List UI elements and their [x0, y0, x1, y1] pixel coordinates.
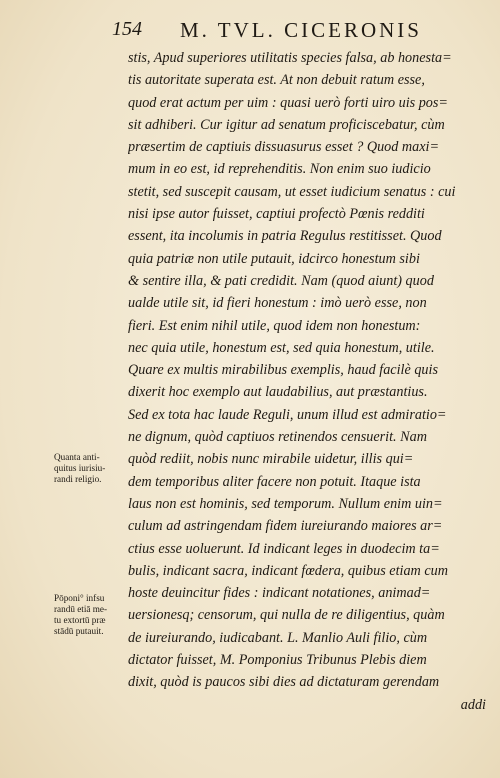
- text-line: bulis, indicant sacra, indicant fœdera, quibus etiam cum: [128, 562, 448, 579]
- text-line: dem temporibus aliter facere non potuit. Itaque ista: [128, 473, 421, 490]
- text-line: hoste deuincitur fides : indicant notationes, animad=: [128, 585, 431, 602]
- text-line: laus non est hominis, sed temporum. Nullum enim uin=: [128, 495, 443, 512]
- text-line: dixerit hoc exemplo aut laudabilius, aut præstantius.: [128, 384, 428, 401]
- margin-note-line: quitus iurisiu-: [54, 463, 106, 473]
- text-line: & sentire illa, & pati credidit. Nam (quod aiunt) quod: [128, 272, 434, 289]
- text-line: stis, Apud superiores utilitatis species falsa, ab honesta=: [128, 50, 452, 66]
- body-text: [128, 47, 486, 716]
- text-line: quia patriæ non utile putauit, idcirco honestum sibi: [128, 250, 420, 267]
- text-line: Sed ex tota hac laude Reguli, unum illud est admiratio=: [128, 406, 447, 423]
- margin-note-line: randū etiā me-: [54, 604, 108, 614]
- margin-note-line: Pōponi° infsu: [54, 593, 105, 603]
- catchword: addi: [460, 696, 486, 713]
- text-line: nec quia utile, honestum est, sed quia honestum, utile.: [128, 339, 435, 356]
- text-line: dictator fuisset, M. Pomponius Tribunus Plebis diem: [128, 652, 427, 669]
- text-line: sit adhiberi. Cur igitur ad senatum proficiscebatur, cùm: [128, 116, 445, 133]
- text-line: quòd rediit, nobis nunc mirabile uidetur, illis qui=: [128, 451, 414, 468]
- margin-note-line: Quanta anti-: [54, 452, 100, 462]
- text-line: ualde utile sit, id fieri honestum : imò uerò esse, non: [128, 295, 427, 312]
- text-line: tis autoritate superata est. At non debuit ratum esse,: [128, 72, 425, 89]
- page-header: [112, 18, 492, 44]
- text-line: ctius esse uoluerunt. Id indicant leges in duodecim ta=: [128, 540, 440, 557]
- text-line: dixit, quòd is paucos sibi dies ad dictaturam gerendam: [128, 674, 440, 691]
- text-line: ne dignum, quòd captiuos retinendos censuerit. Nam: [128, 429, 427, 446]
- text-line: Quare ex multis mirabilibus exemplis, haud facilè quis: [128, 362, 438, 379]
- text-line: stetit, sed suscepit causam, ut esset iudicium senatus : cui: [128, 183, 456, 200]
- text-line: quod erat actum per uim : quasi uerò forti uiro uis pos=: [128, 94, 448, 111]
- text-line: uersionesq; censorum, qui nulla de re diligentius, quàm: [128, 607, 445, 624]
- text-line: mum in eo est, id reprehenditis. Non enim suo iudicio: [128, 161, 431, 178]
- running-title: M. TVL. CICERONIS: [180, 18, 422, 42]
- margin-note-line: stādū putauit.: [54, 626, 104, 636]
- text-line: essent, ita incolumis in patria Regulus restitisset. Quod: [128, 228, 442, 245]
- text-line: de iureiurando, iudicabant. L. Manlio Auli filio, cùm: [128, 629, 428, 646]
- text-line: culum ad astringendam fidem iureiurando maiores ar=: [128, 518, 443, 535]
- text-line: præsertim de captiuis dissuasurus esset ? Quod maxi=: [128, 139, 440, 156]
- margin-note-line: tu extortū præ: [54, 615, 106, 625]
- margin-note-line: randi religio.: [54, 474, 102, 484]
- text-line: fieri. Est enim nihil utile, quod idem non honestum:: [128, 317, 421, 334]
- margin-note-iusiurandum: [54, 452, 128, 485]
- page-number: 154: [112, 18, 142, 40]
- margin-note-pomponius: [54, 593, 128, 637]
- text-line: nisi ipse autor fuisset, captiui profectò Pœnis redditi: [128, 206, 425, 223]
